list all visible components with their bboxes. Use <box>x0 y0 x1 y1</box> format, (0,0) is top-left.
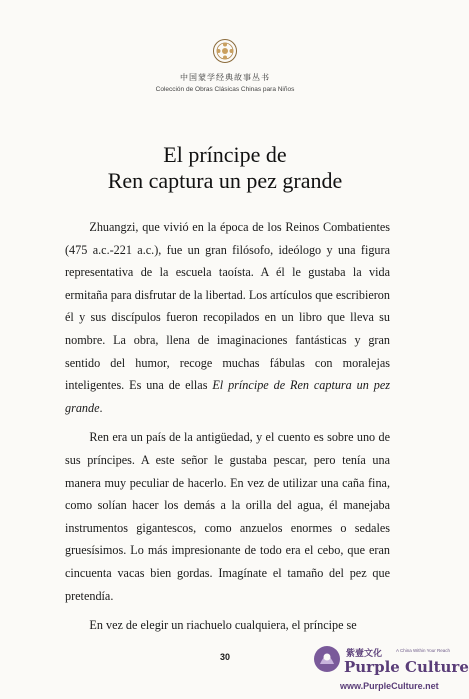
watermark-brand: Purple Culture <box>344 658 469 676</box>
story-title <box>0 142 450 194</box>
paragraph-1-end: . <box>99 400 103 415</box>
watermark-chinese: 紫壹文化 <box>346 649 383 659</box>
decorative-flower-emblem-icon <box>212 38 238 64</box>
paragraph-1-italic-title: El príncipe de Ren captura un pez grande <box>65 378 390 415</box>
paragraph-1 <box>65 216 390 419</box>
story-title-line2: Ren captura un pez grande <box>107 168 343 193</box>
paragraph-3: En vez de elegir un riachuelo cualquiera, el príncipe se <box>89 618 357 633</box>
watermark-tagline: A China Within Your Reach <box>396 648 451 653</box>
story-body <box>65 216 390 644</box>
story-title-line1: El príncipe de <box>163 142 287 167</box>
paragraph-1-text: Zhuangzi, que vivió en la época de los Reinos Combatientes (475 a.c.-221 a.c.), fue un gran filósofo, ideólogo y una figura representativa de la escuela taoísta. A él le gustaba la vida ermitaña para disfrutar de la libertad. Los artículos que escribieron él y sus discípulos fueron recopilados en un libro que lleva su nombre. La obra, llena de imaginaciones fantásticas y gran sentido del humor, recoge muchas fábulas con moralejas inteligentes. Es una de ellas <box>65 220 390 393</box>
watermark-url: www.PurpleCulture.net <box>340 681 439 691</box>
series-title-spanish: Colección de Obras Clásicas Chinas para Niños <box>155 86 295 93</box>
series-title-chinese: 中国蒙学经典故事丛书 <box>180 73 270 82</box>
watermark <box>310 640 469 699</box>
purple-culture-logo-icon <box>312 644 342 674</box>
paragraph-2: Ren era un país de la antigüedad, y el cuento es sobre uno de sus príncipes. A este señor le gustaba pescar, pero tenía una manera muy peculiar de hacerlo. En vez de utilizar una caña fina, como solían hacer los demás a la orilla del agua, él manejaba instrumentos gigantescos, como anzuelos enormes o sedales gruesísimos. Lo más impresionante de todo era el cebo, que eran cincuenta vacas bien gordas. Imagínate el tamaño del pez que pretendía. <box>65 430 390 603</box>
page-number: 30 <box>219 652 230 662</box>
